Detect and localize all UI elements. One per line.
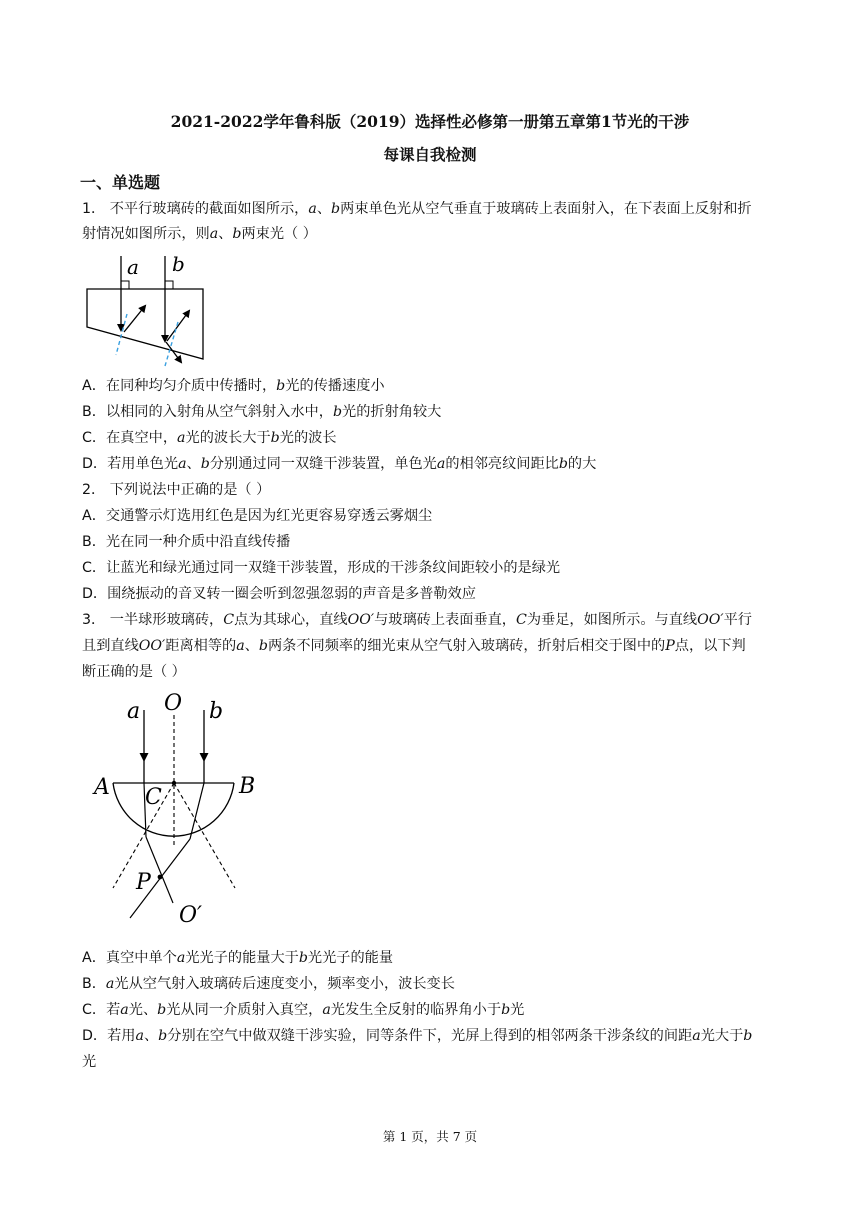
q3-option-b[interactable]: B．a光从空气射入玻璃砖后速度变小，频率变小，波长变长 [82, 976, 455, 992]
q3-fig-label-B: B [239, 774, 256, 799]
q3-option-a[interactable]: A．真空中单个a光光子的能量大于b光光子的能量 [82, 950, 394, 966]
q1-stem-line2: 射情况如图所示，则a、b两束光（ ） [82, 226, 317, 242]
q1-glass-brick-figure [80, 250, 215, 370]
q3-hemisphere-figure [85, 685, 270, 935]
q3-option-d-continued: 光 [82, 1054, 97, 1070]
q3-fig-label-b: b [209, 699, 224, 724]
q2-option-c[interactable]: C．让蓝光和绿光通过同一双缝干涉装置，形成的干涉条纹间距较小的是绿光 [82, 560, 561, 576]
q1-option-c[interactable]: C．在真空中，a光的波长大于b光的波长 [82, 430, 337, 446]
q3-option-d[interactable]: D．若用a、b分别在空气中做双缝干涉实验，同等条件下，光屏上得到的相邻两条干涉条纹的间距a光大于b [82, 1028, 753, 1044]
q2-option-a[interactable]: A．交通警示灯选用红色是因为红光更容易穿透云雾烟尘 [82, 508, 433, 524]
q1-fig-label-a: a [127, 255, 139, 279]
q2-option-b[interactable]: B．光在同一种介质中沿直线传播 [82, 534, 291, 550]
q3-stem-line1: 3． 一半球形玻璃砖，C点为其球心，直线OO′与玻璃砖上表面垂直，C为垂足，如图所示。与直线OO′平行 [82, 612, 752, 628]
q1-option-b[interactable]: B．以相同的入射角从空气斜射入水中，b光的折射角较大 [82, 404, 442, 420]
page-footer: 第 1 页，共 7 页 [382, 1129, 478, 1144]
q1-option-d[interactable]: D．若用单色光a、b分别通过同一双缝干涉装置，单色光a的相邻亮纹间距比b的大 [82, 456, 597, 472]
q3-fig-label-A: A [94, 775, 110, 800]
q3-stem-line2: 且到直线OO′距离相等的a、b两条不同频率的细光束从空气射入玻璃砖，折射后相交于图中的P点，以下判 [82, 638, 746, 654]
q3-fig-label-C: C [145, 785, 162, 810]
q1-stem-line1: 1． 不平行玻璃砖的截面如图所示，a、b两束单色光从空气垂直于玻璃砖上表面射入，在下表面上反射和折 [82, 201, 752, 217]
q3-fig-label-P: P [136, 870, 151, 895]
section-heading: 一、单选题 [80, 173, 161, 192]
q3-fig-label-O: O [164, 691, 183, 716]
q3-stem-line3: 断正确的是（ ） [82, 664, 186, 680]
document-subtitle: 每课自我检测 [383, 145, 477, 164]
q3-option-c[interactable]: C．若a光、b光从同一介质射入真空，a光发生全反射的临界角小于b光 [82, 1002, 525, 1018]
q3-fig-label-a: a [127, 699, 141, 724]
q2-option-d[interactable]: D．围绕振动的音叉转一圈会听到忽强忽弱的声音是多普勒效应 [82, 586, 476, 602]
document-title: 2021-2022学年鲁科版（2019）选择性必修第一册第五章第1节光的干涉 [170, 112, 690, 131]
q1-fig-label-b: b [172, 252, 185, 276]
q2-stem: 2． 下列说法中正确的是（ ） [82, 482, 271, 498]
q3-fig-label-O-prime: O′ [179, 903, 203, 928]
q1-option-a[interactable]: A．在同种均匀介质中传播时，b光的传播速度小 [82, 378, 385, 394]
